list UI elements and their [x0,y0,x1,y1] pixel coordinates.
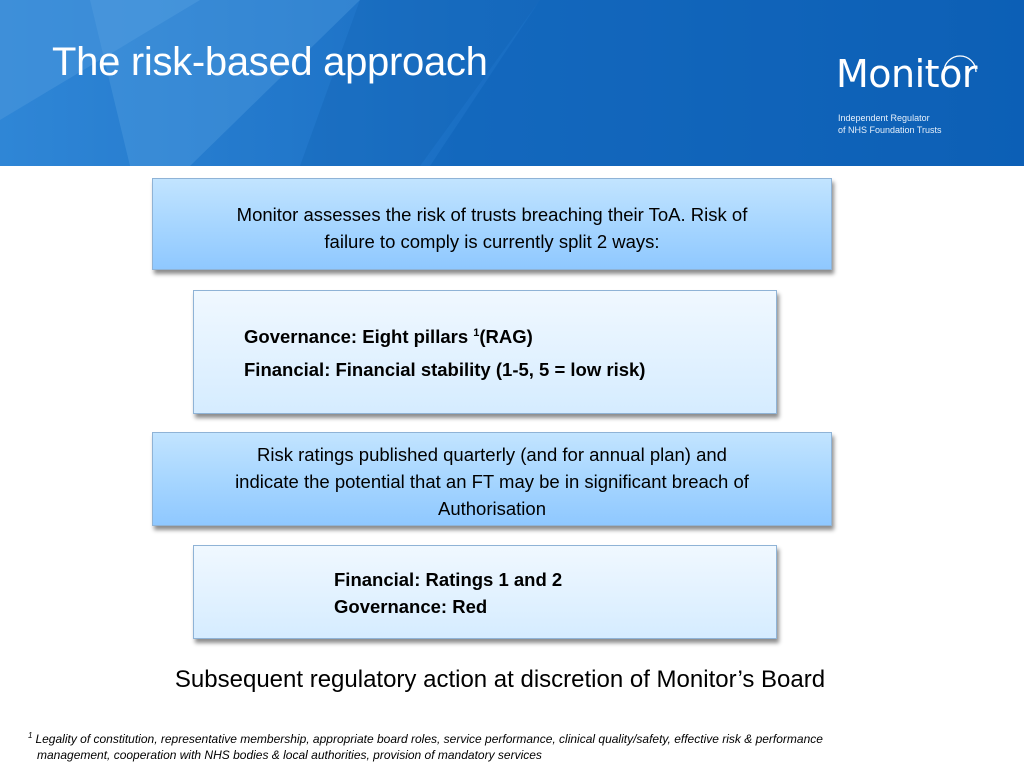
governance-rag: (RAG) [479,326,533,347]
financial-criterion: Financial: Financial stability (1-5, 5 = low risk) [244,359,646,380]
ratings-line-2: indicate the potential that an FT may be in significant breach of [235,471,749,492]
governance-criterion [244,320,776,353]
governance-trigger: Governance: Red [334,596,488,617]
logo-subtitle [838,112,942,136]
financial-trigger: Financial: Ratings 1 and 2 [334,569,563,590]
footnote-reference: 1 [473,327,480,339]
footnote-line-2: management, cooperation with NHS bodies & local authorities, provision of mandatory services [37,748,542,762]
intro-line-2: failure to comply is currently split 2 ways: [324,231,660,252]
risk-split-box [193,290,777,414]
footnote-line-1: Legality of constitution, representative membership, appropriate board roles, service performance, clinical quality/safety, effective risk & performance [35,732,823,746]
ratings-line-3: Authorisation [438,498,546,519]
intro-line-1: Monitor assesses the risk of trusts breaching their ToA. Risk of [236,204,748,225]
page-title: The risk-based approach [52,40,488,84]
header-banner [0,0,1024,166]
conclusion-text: Subsequent regulatory action at discretion of Monitor’s Board [174,666,826,693]
footnote-mark: 1 [28,731,33,740]
breach-triggers-box [193,545,777,639]
logo-wordmark: Monitor [836,52,977,96]
intro-box [152,178,832,270]
logo-subtitle-line-1: Independent Regulator [838,113,930,123]
ratings-box [152,432,832,526]
governance-label: Governance: Eight pillars [244,326,474,347]
footnote [28,728,1008,763]
monitor-logo [836,38,996,142]
ratings-line-1: Risk ratings published quarterly (and for annual plan) and [257,444,727,465]
logo-subtitle-line-2: of NHS Foundation Trusts [838,125,942,135]
